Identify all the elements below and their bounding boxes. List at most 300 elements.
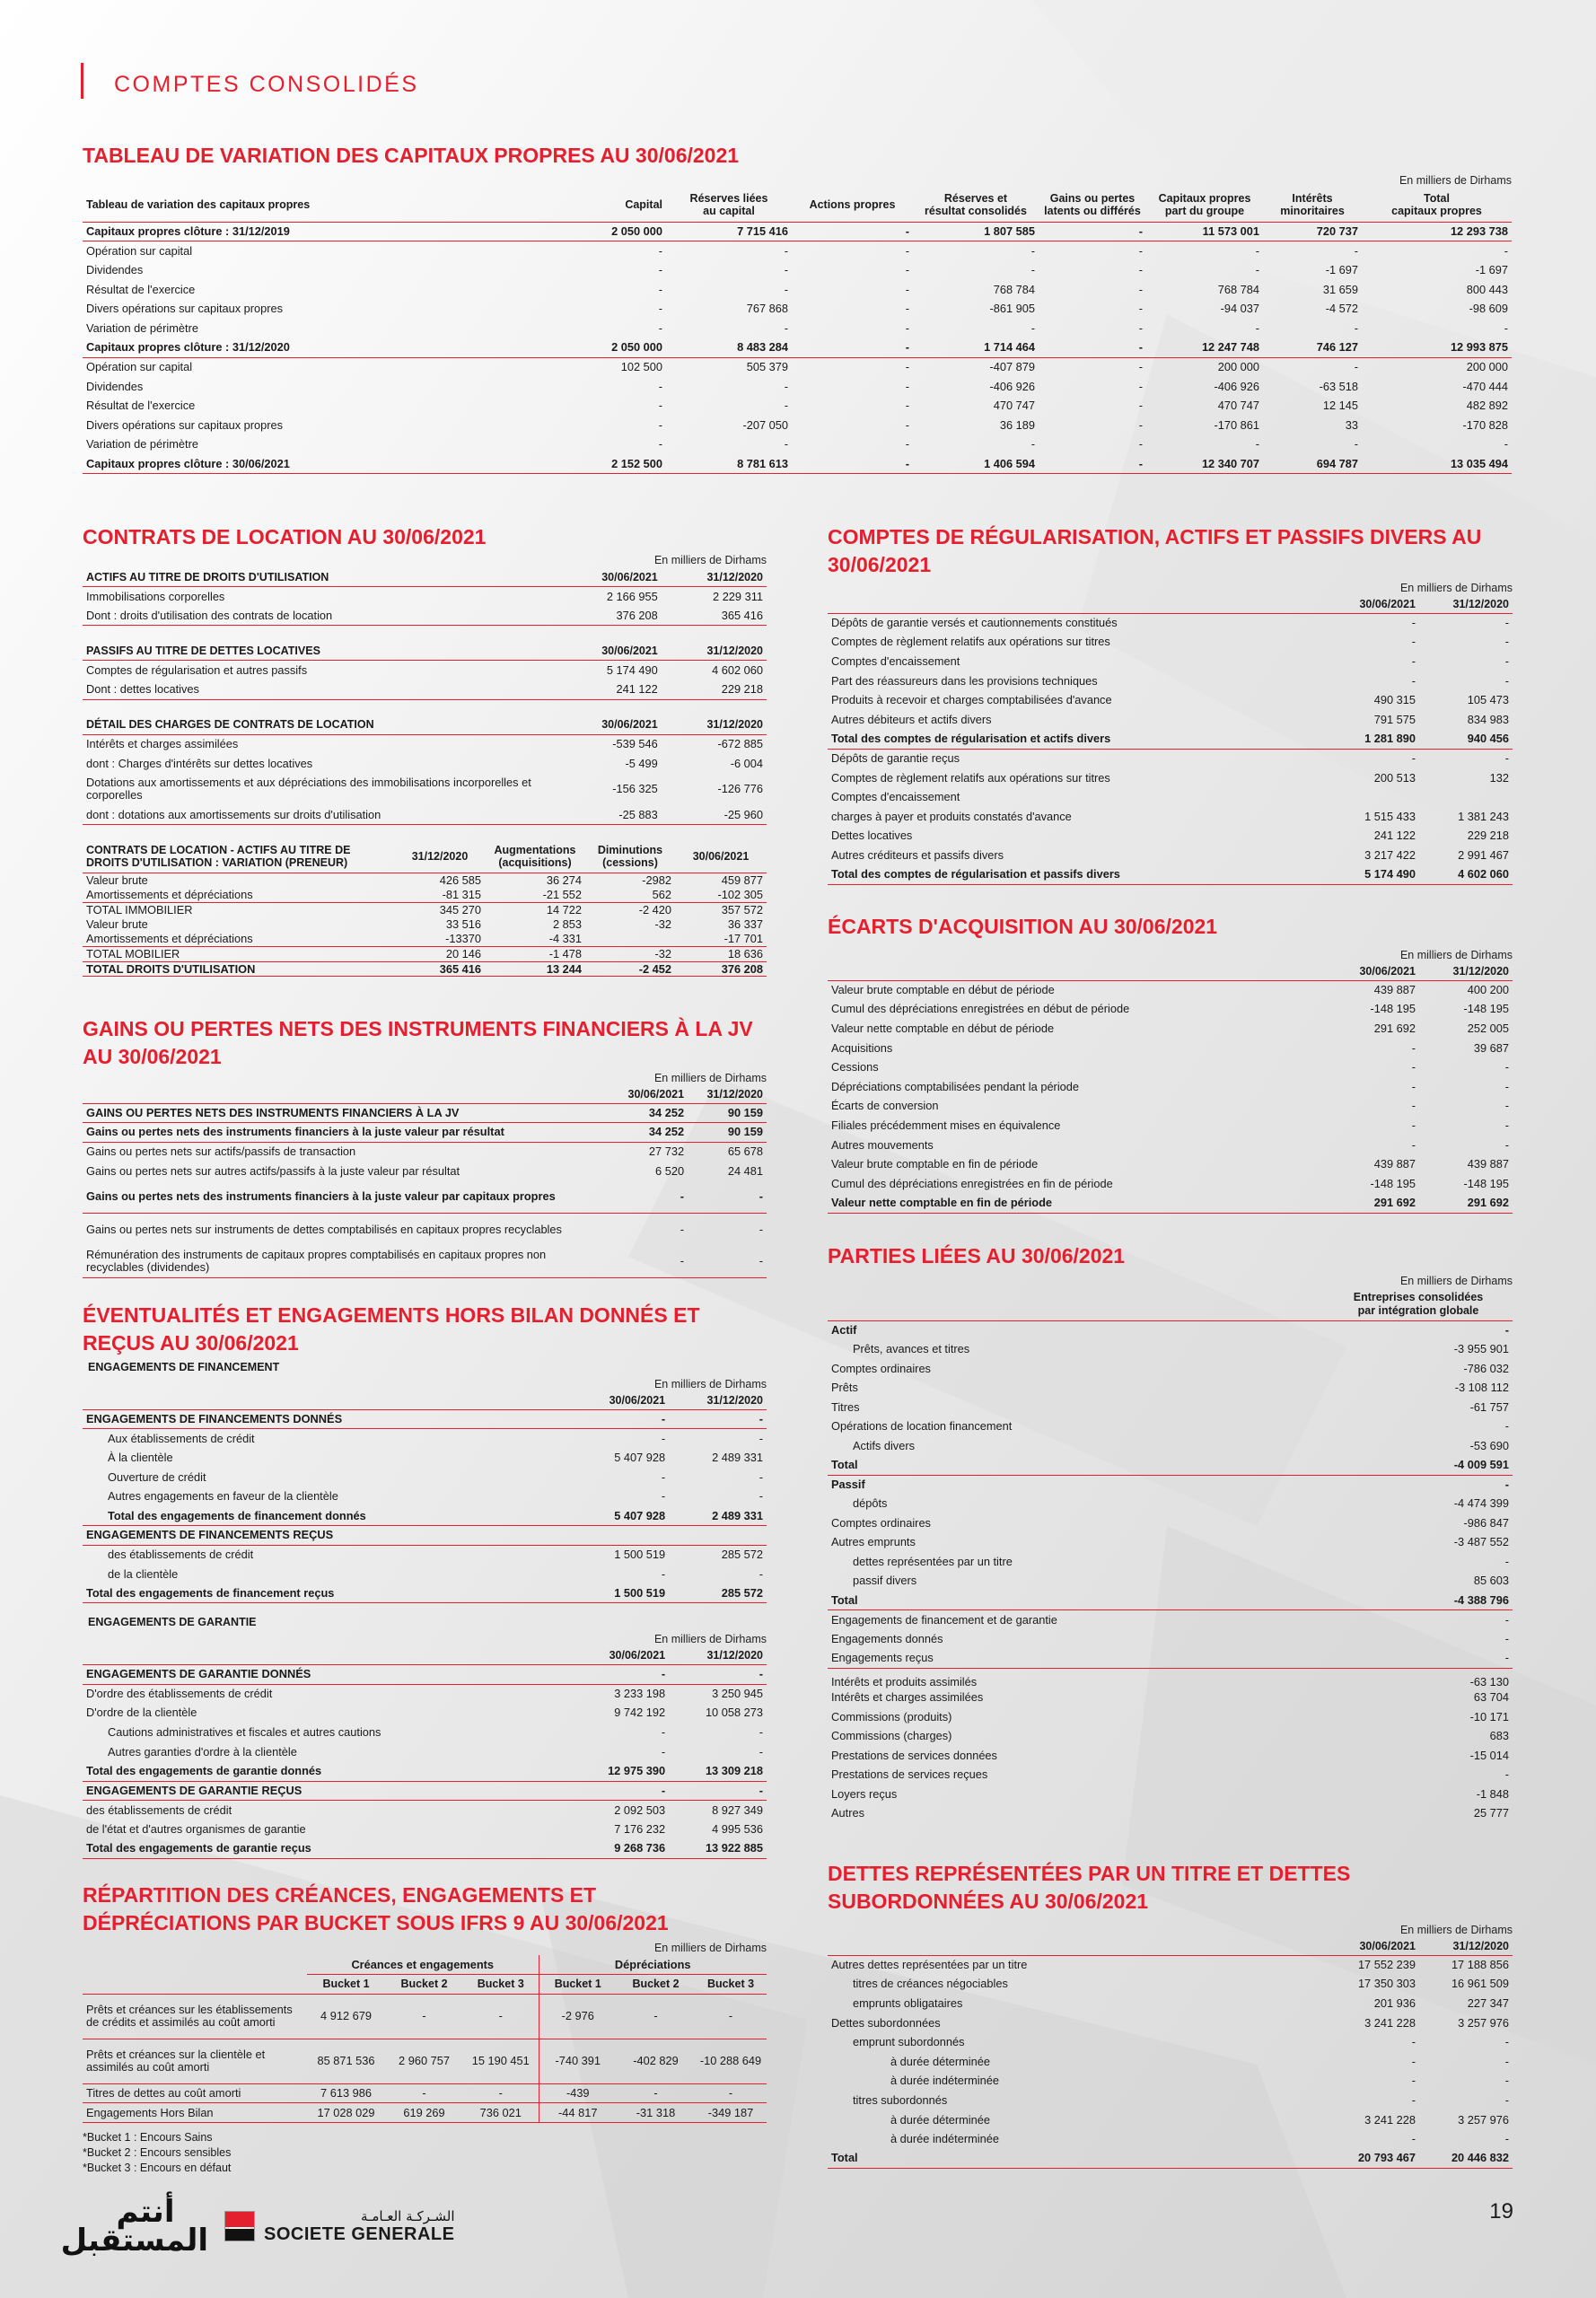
table-row	[828, 671, 1513, 691]
cell-value: -	[1411, 1118, 1416, 1132]
cell-value: -94 037	[1220, 302, 1259, 316]
group-header-row	[83, 1955, 767, 1975]
table-row	[83, 961, 767, 977]
header-row	[83, 1646, 767, 1664]
bucket-header: Bucket 1	[539, 1975, 617, 1995]
section-title: CONTRATS DE LOCATION AU 30/06/2021	[83, 525, 487, 548]
cell-value: 63 704	[1473, 1690, 1509, 1705]
cell-value: -	[1504, 751, 1509, 766]
cell-value: 200 000	[1217, 360, 1259, 374]
table-row	[83, 454, 1512, 474]
cell-value: -	[669, 1781, 767, 1801]
table-row	[828, 1746, 1513, 1766]
row-label: des établissements de crédit	[86, 1802, 232, 1817]
table-row	[83, 734, 767, 754]
cell-value: -25 883	[557, 805, 662, 825]
row-label: Gains ou pertes nets sur instruments de dettes comptabilisés en capitaux propres recyclables	[86, 1222, 562, 1236]
column-header: Réserves liées au capital	[666, 188, 792, 222]
cell-value: -3 108 112	[1454, 1381, 1509, 1395]
row-label: Gains ou pertes nets des instruments financiers à la juste valeur par résultat	[83, 1123, 609, 1143]
cell-value: -	[784, 437, 788, 452]
table-row	[828, 1320, 1513, 1340]
table-row	[828, 1398, 1513, 1417]
column-header	[828, 962, 1326, 980]
cell-value: -	[1504, 1099, 1509, 1113]
cell-value: -5 499	[625, 756, 658, 770]
table-row	[828, 2091, 1513, 2110]
cell-value: -	[463, 1994, 539, 2039]
table-row	[83, 222, 1512, 241]
row-label: Comptes de règlement relatifs aux opérations sur titres	[831, 635, 1110, 649]
cell-value: -349 187	[695, 2103, 767, 2123]
cell-value: -	[1504, 2054, 1509, 2068]
row-label: Prestations de services données	[831, 1748, 997, 1762]
table-row	[828, 1955, 1513, 1975]
lease-variation-table	[83, 840, 767, 977]
column-header: 31/12/2020	[662, 567, 767, 587]
table-row	[828, 690, 1513, 710]
column-header: Entreprises consolidées par intégration globale	[1324, 1288, 1513, 1320]
cell-value: -861 905	[989, 302, 1035, 316]
header-row	[828, 962, 1513, 980]
table-row	[83, 1704, 767, 1724]
table-row	[83, 1742, 767, 1762]
cell-value: -4 388 796	[1324, 1591, 1513, 1610]
cell-value: -	[661, 1431, 666, 1445]
cell-value: -	[617, 1994, 695, 2039]
table-row	[83, 2083, 767, 2103]
row-label: Total des engagements de garantie reçus	[83, 1839, 571, 1859]
cell-value: 6 520	[655, 1163, 685, 1178]
cell-value: 8 781 613	[666, 454, 792, 474]
cell-value: 2 489 331	[712, 1450, 763, 1464]
unit-label: En milliers de Dirhams	[1399, 174, 1512, 187]
cell-value: -	[1138, 320, 1143, 335]
table-row	[828, 865, 1513, 885]
cell-value: -	[784, 262, 788, 276]
cell-value: 439 887	[1373, 1157, 1416, 1171]
unit-label: En milliers de Dirhams	[653, 554, 767, 566]
column-header: 31/12/2020	[662, 715, 767, 735]
table-row	[828, 1097, 1513, 1117]
row-label: titres subordonnés	[853, 2092, 948, 2107]
cell-value: -31 318	[617, 2103, 695, 2123]
column-header: 30/06/2021	[557, 641, 662, 661]
debt-securities-table	[828, 1937, 1513, 2169]
cell-value: -	[1504, 2074, 1509, 2088]
cell-value: -	[1504, 1631, 1509, 1645]
cell-value: 241 122	[1373, 829, 1416, 843]
goodwill-table	[828, 962, 1513, 1214]
cell-value: -	[1504, 1554, 1509, 1568]
unit-label: En milliers de Dirhams	[1399, 949, 1513, 961]
cell-value: -53 690	[1469, 1438, 1509, 1452]
cell-value: 3 257 976	[1458, 2112, 1509, 2127]
cell-value: -	[1411, 1040, 1416, 1055]
fair-value-table	[83, 1085, 767, 1278]
cell-value: -	[695, 1994, 767, 2039]
cell-value: -	[1411, 751, 1416, 766]
cell-value: -3 955 901	[1453, 1342, 1509, 1356]
row-label: à durée indéterminée	[890, 2132, 999, 2146]
cell-value: 285 572	[721, 1548, 763, 1562]
cell-value: -	[905, 320, 909, 335]
cell-value: -	[1411, 2092, 1416, 2107]
cell-value: 20 146	[395, 947, 485, 962]
table-row	[828, 1077, 1513, 1097]
row-label: dettes représentées par un titre	[853, 1554, 1013, 1568]
table-row	[83, 1245, 767, 1277]
table-row	[828, 1436, 1513, 1456]
column-header: Intérêts minoritaires	[1263, 188, 1362, 222]
cell-value: -	[1504, 1137, 1509, 1152]
header-row	[83, 840, 767, 873]
row-label: Cessions	[831, 1060, 879, 1074]
cell-value: -	[617, 2083, 695, 2103]
row-label: Engagements Hors Bilan	[83, 2103, 307, 2123]
cell-value: -439	[539, 2083, 617, 2103]
row-label: Intérêts et charges assimilées	[831, 1690, 984, 1705]
table-row	[83, 1781, 767, 1801]
header-row	[83, 188, 1512, 222]
bucket-notes	[83, 2130, 767, 2176]
cell-value: -	[463, 2083, 539, 2103]
equity-variation-section	[83, 142, 1512, 474]
row-label: Valeur brute comptable en début de période	[831, 983, 1055, 997]
row-label: Prestations de services reçues	[831, 1767, 988, 1782]
cell-value: 459 877	[721, 873, 763, 887]
cell-value: -	[1030, 437, 1035, 452]
row-label: Amortissements et dépréciations	[86, 932, 253, 946]
cell-value: 85 871 536	[307, 2039, 385, 2083]
cell-value: 33	[1345, 417, 1358, 432]
row-label: charges à payer et produits constatés d'avance	[831, 809, 1072, 823]
cell-value: 619 269	[385, 2103, 463, 2123]
row-label: Cumul des dépréciations enregistrées en fin de période	[831, 1176, 1113, 1190]
cell-value: -	[1504, 653, 1509, 668]
bucket-header: Bucket 2	[617, 1975, 695, 1995]
row-label: Autres mouvements	[831, 1137, 934, 1152]
cell-value: -3 487 552	[1453, 1535, 1509, 1549]
footer-logo	[60, 2194, 455, 2259]
accruals-section	[828, 523, 1513, 885]
row-label: Comptes d'encaissement	[831, 790, 960, 804]
cell-value: -	[658, 302, 662, 316]
unit-label: En milliers de Dirhams	[653, 1942, 767, 1954]
cell-value: 12 975 390	[571, 1761, 669, 1781]
cell-value: -	[1354, 437, 1358, 452]
table-row	[83, 888, 767, 903]
table-row	[83, 1123, 767, 1143]
cell-value: -	[1411, 1060, 1416, 1074]
cell-value: 2 050 000	[527, 222, 666, 241]
cell-value: 5 407 928	[614, 1450, 666, 1464]
column-header	[828, 595, 1326, 613]
cell-value: -	[1504, 1118, 1509, 1132]
cell-value: 200 513	[1373, 770, 1416, 785]
table-row	[83, 680, 767, 699]
cell-value: 2 960 757	[385, 2039, 463, 2083]
column-header: PASSIFS AU TITRE DE DETTES LOCATIVES	[83, 641, 557, 661]
ifrs9-bucket-table	[83, 1955, 767, 2123]
column-header: 30/06/2021	[1326, 962, 1419, 980]
cell-value: -	[784, 282, 788, 296]
cell-value: 1 500 519	[614, 1548, 666, 1562]
cell-value: 2 991 467	[1458, 847, 1509, 862]
table-row	[83, 661, 767, 680]
table-row	[83, 1565, 767, 1584]
table-row	[83, 338, 1512, 358]
header-row	[83, 715, 767, 735]
cell-value: -	[784, 243, 788, 258]
arabic-brand: الشـركـة العـامـة	[360, 2207, 455, 2224]
row-label: titres de créances négociables	[853, 1977, 1008, 1991]
bucket-header: Bucket 1	[307, 1975, 385, 1995]
cell-value: -	[1138, 379, 1143, 393]
row-label: Passif	[831, 1478, 865, 1491]
row-label: Dividendes	[86, 379, 144, 393]
cell-value: -	[1504, 2132, 1509, 2146]
row-label: Capitaux propres clôture : 31/12/2020	[83, 338, 527, 358]
row-label: dépôts	[853, 1496, 888, 1511]
row-label: Total des comptes de régularisation et passifs divers	[828, 865, 1326, 885]
table-row	[83, 2103, 767, 2123]
row-label: Dotations aux amortissements et aux dépréciations des immobilisations incorporelles et corporelles	[86, 776, 531, 803]
cell-value: -	[792, 454, 913, 474]
column-header: DÉTAIL DES CHARGES DE CONTRATS DE LOCATION	[83, 715, 557, 735]
table-row	[83, 1820, 767, 1839]
row-label: Opération sur capital	[86, 243, 193, 258]
cell-value: -	[1411, 635, 1416, 649]
row-label: Valeur brute	[86, 917, 148, 932]
column-header: 31/12/2020	[669, 1646, 767, 1664]
cell-value: 12 247 748	[1146, 338, 1263, 358]
table-row	[83, 1545, 767, 1565]
cell-value: 291 692	[1373, 1021, 1416, 1035]
cell-value: -	[609, 1245, 688, 1277]
column-header: Total capitaux propres	[1362, 188, 1512, 222]
cell-value: -	[385, 1994, 463, 2039]
row-label: Total	[828, 1456, 1324, 1476]
cell-value: 376 208	[557, 606, 662, 626]
cell-value: 767 868	[746, 302, 788, 316]
row-label: Acquisitions	[831, 1040, 893, 1055]
row-label: Amortissements et dépréciations	[86, 887, 253, 901]
table-row	[83, 1448, 767, 1468]
row-label: Divers opérations sur capitaux propres	[86, 417, 284, 432]
empty-header	[83, 1975, 307, 1995]
cell-value: -6 004	[730, 756, 763, 770]
cell-value: 8 927 349	[712, 1802, 763, 1817]
table-row	[83, 280, 1512, 300]
cell-value: 24 481	[727, 1163, 763, 1178]
cell-value: 7 715 416	[666, 222, 792, 241]
row-label: Aux établissements de crédit	[108, 1431, 255, 1445]
row-label: Total des engagements de financement reçus	[83, 1583, 571, 1603]
cell-value: -	[661, 1725, 666, 1740]
cell-value: -	[1138, 243, 1143, 258]
cell-value: -	[1411, 673, 1416, 688]
cell-value: -	[1411, 653, 1416, 668]
cell-value: -4 474 399	[1453, 1496, 1509, 1511]
table-row	[828, 2072, 1513, 2092]
row-label: des établissements de crédit	[108, 1548, 254, 1562]
cell-value: -4 331	[548, 932, 582, 946]
cell-value: 285 572	[669, 1583, 767, 1603]
row-label: Opérations de location financement	[831, 1419, 1013, 1434]
cell-value: -148 195	[1463, 1002, 1509, 1016]
row-label: Écarts de conversion	[831, 1099, 939, 1113]
cell-value	[585, 932, 675, 947]
table-row	[83, 805, 767, 825]
header-row	[828, 1937, 1513, 1955]
table-row	[828, 1610, 1513, 1630]
cell-value: -	[658, 320, 662, 335]
cell-value	[1326, 787, 1419, 807]
cell-value: 834 983	[1467, 712, 1509, 726]
cell-value: -	[1354, 360, 1358, 374]
table-row	[828, 2129, 1513, 2149]
cell-value: -786 032	[1463, 1361, 1509, 1375]
cell-value: 1 500 519	[571, 1583, 669, 1603]
cell-value: -	[661, 1469, 666, 1484]
table-row	[83, 241, 1512, 261]
row-label: À la clientèle	[108, 1450, 173, 1464]
cell-value: 736 021	[463, 2103, 539, 2123]
column-header: Capitaux propres part du groupe	[1146, 188, 1263, 222]
table-row	[828, 730, 1513, 750]
cell-value: 227 347	[1467, 1995, 1509, 2010]
cell-value: -	[784, 379, 788, 393]
cell-value: 490 315	[1373, 693, 1416, 707]
table-row	[828, 652, 1513, 671]
table-row	[83, 1103, 767, 1123]
row-label: Résultat de l'exercice	[86, 399, 196, 413]
table-row	[83, 299, 1512, 319]
column-header: CONTRATS DE LOCATION - ACTIFS AU TITRE DE DROITS D'UTILISATION : VARIATION (PRENEUR)	[83, 840, 395, 873]
off-balance-section	[83, 1302, 767, 1859]
table-row	[828, 1359, 1513, 1379]
cell-value: 12 145	[1322, 399, 1358, 413]
table-row	[83, 1583, 767, 1603]
table-row	[83, 1180, 767, 1213]
table-row	[828, 1707, 1513, 1727]
column-header: 30/06/2021	[571, 1646, 669, 1664]
section-title: DETTES REPRÉSENTÉES PAR UN TITRE ET DETTES SUBORDONNÉES AU 30/06/2021	[828, 1862, 1351, 1913]
row-label: Total des engagements de garantie donnés	[83, 1761, 571, 1781]
cell-value: -	[1504, 1323, 1509, 1337]
cell-value: 800 443	[1466, 282, 1508, 296]
table-row	[83, 947, 767, 962]
section-header: COMPTES CONSOLIDÉS	[81, 63, 419, 99]
column-header: Tableau de variation des capitaux propres	[83, 188, 527, 222]
row-label: Actifs divers	[853, 1438, 915, 1452]
cell-value: 1 406 594	[913, 454, 1039, 474]
row-label: passif divers	[853, 1574, 917, 1588]
cell-value: -1 697	[1325, 262, 1358, 276]
cell-value: -	[759, 1469, 763, 1484]
cell-value: 3 241 228	[1364, 2015, 1416, 2030]
header-row	[83, 1975, 767, 1995]
cell-value: 4 912 679	[307, 1994, 385, 2039]
row-label: Gains ou pertes nets sur autres actifs/passifs à la juste valeur par résultat	[86, 1163, 460, 1178]
cell-value: -	[905, 302, 909, 316]
row-label: Dépréciations comptabilisées pendant la période	[831, 1079, 1080, 1093]
cell-value: -	[1411, 1137, 1416, 1152]
row-label: Actif	[831, 1323, 857, 1337]
cell-value: -	[1138, 417, 1143, 432]
cell-value: 17 188 856	[1451, 1958, 1509, 1972]
cell-value: -	[1504, 2092, 1509, 2107]
row-label: dont : Charges d'intérêts sur dettes locatives	[86, 756, 313, 770]
cell-value: 562	[652, 887, 671, 901]
row-label: D'ordre de la clientèle	[86, 1706, 197, 1720]
cell-value: -148 195	[1370, 1176, 1416, 1190]
cell-value: 36 337	[727, 917, 763, 932]
table-row	[828, 807, 1513, 827]
table-row	[828, 827, 1513, 846]
bucket-header: Bucket 2	[385, 1975, 463, 1995]
sg-square-icon	[224, 2211, 255, 2241]
table-row	[828, 1174, 1513, 1194]
cell-value: 36 274	[546, 873, 582, 887]
cell-value: 252 005	[1467, 1021, 1509, 1035]
table-row	[83, 416, 1512, 435]
cell-value: 791 575	[1373, 712, 1416, 726]
cell-value: -98 609	[1469, 302, 1508, 316]
cell-value: -	[1138, 399, 1143, 413]
cell-value: -	[661, 1566, 666, 1581]
row-label: Autres emprunts	[831, 1535, 916, 1549]
bucket-header: Bucket 3	[463, 1975, 539, 1995]
cell-value: -	[1138, 262, 1143, 276]
cell-value: 15 190 451	[463, 2039, 539, 2083]
cell-value: -	[1255, 320, 1259, 335]
column-header: ACTIFS AU TITRE DE DROITS D'UTILISATION	[83, 567, 557, 587]
equity-variation-table	[83, 188, 1512, 474]
table-row	[83, 932, 767, 947]
table-row	[83, 1839, 767, 1859]
table-row	[83, 1994, 767, 2039]
cell-value: -	[1504, 1478, 1509, 1491]
column-header	[83, 1391, 571, 1409]
cell-value: 5 174 490	[1326, 865, 1419, 885]
row-label: Ouverture de crédit	[108, 1469, 206, 1484]
cell-value: -	[680, 1222, 685, 1236]
table-row	[83, 606, 767, 626]
cell-value: -32	[654, 917, 671, 932]
cell-value: 470 747	[1217, 399, 1259, 413]
row-label: Dépôts de garantie versés et cautionnements constitués	[831, 616, 1118, 630]
table-row	[828, 749, 1513, 768]
cell-value: -	[669, 1664, 767, 1684]
row-label: Loyers reçus	[831, 1786, 898, 1801]
row-label: Dont : dettes locatives	[83, 680, 557, 699]
lease-subtable	[83, 641, 767, 699]
row-label: ENGAGEMENTS DE GARANTIE REÇUS	[83, 1781, 571, 1801]
column-header: 30/06/2021	[675, 840, 767, 873]
row-label: Dividendes	[86, 262, 144, 276]
cell-value: 426 585	[439, 873, 481, 887]
row-label: TOTAL DROITS D'UTILISATION	[83, 961, 395, 977]
section-title: RÉPARTITION DES CRÉANCES, ENGAGEMENTS ET DÉPRÉCIATIONS PAR BUCKET SOUS IFRS 9 AU 30/06/2021	[83, 1883, 669, 1934]
cell-value: 102 500	[620, 360, 662, 374]
column-header	[83, 1646, 571, 1664]
row-label: Comptes ordinaires	[831, 1361, 931, 1375]
table-row	[828, 1000, 1513, 1020]
cell-value: -63 518	[1319, 379, 1358, 393]
cell-value: -2 452	[585, 961, 675, 977]
